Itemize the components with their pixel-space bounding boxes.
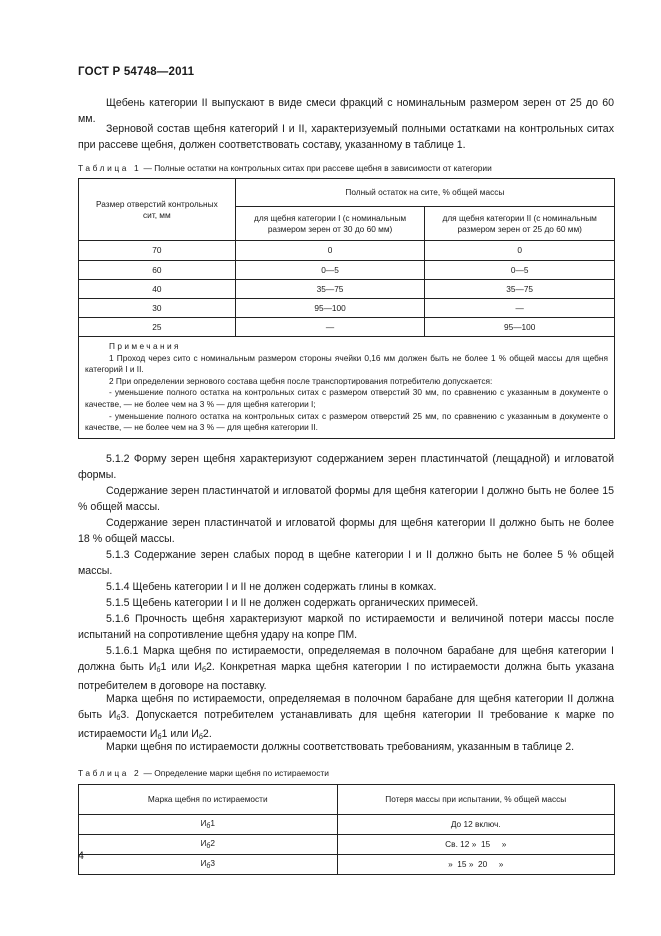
table1-col1-header: Размер отверстий контрольных сит, мм: [79, 179, 236, 241]
subscript-b: б: [206, 822, 211, 830]
subscript-b: б: [201, 666, 206, 674]
para-5-1-6-1-part-c: 2. Конкретная марка щебня категории I по истираемости должна быть указана потребителем в договоре на поставку.: [78, 660, 614, 692]
grade-letter: И: [200, 837, 207, 848]
table1: [78, 178, 615, 439]
subscript-b: б: [198, 733, 203, 741]
grade-letter: И: [200, 817, 207, 828]
grade-number: 3: [210, 857, 216, 868]
table2-grade-cell: [79, 855, 338, 875]
table1-caption: [78, 162, 492, 174]
para-5-1-2: 5.1.2 Форму зерен щебня характеризуют содержанием зерен пластинчатой (лещадной) и игловатой формы.: [78, 453, 614, 481]
table1-cell: 0: [235, 241, 425, 261]
subscript-b: б: [116, 714, 121, 722]
para-5-1-4: 5.1.4 Щебень категории I и II не должен содержать глины в комках.: [106, 581, 437, 593]
para-5-1-6-1-part-a: 5.1.6.1 Марка щебня по истираемости, определяемая в полочном барабане для щебня категории I должна быть И: [78, 645, 614, 673]
table-row: [79, 280, 615, 299]
intro-paragraph-2: Зерновой состав щебня категорий I и II, характеризуемый полными остатками на контрольных ситах при рассеве щебня, должен соответствовать составу, указанному в таблице 1.: [78, 123, 614, 151]
para-grade-ref: Марки щебня по истираемости должны соответствовать требованиям, указанным в таблице 2.: [106, 741, 575, 753]
grade-number: 1: [210, 817, 216, 828]
table1-sub2-header: для щебня категории II (с номинальным размером зерен от 25 до 60 мм): [425, 207, 615, 241]
table1-note: 1 Проход через сито с номинальным размером стороны ячейки 0,16 мм должен быть не более 1 % общей массы для щебня категорий I и II.: [85, 352, 608, 375]
table1-note: 2 При определении зернового состава щебня после транспортирования потребителю допускается:: [109, 375, 493, 386]
para-flaky-cat2: Содержание зерен пластинчатой и игловатой формы для щебня категории II должно быть не более 18 % общей массы.: [78, 517, 614, 545]
table1-note: - уменьшение полного остатка на контрольных ситах с размером отверстий 25 мм, по сравнению с указанным в документе о качестве, — не более чем на 3 % — для щебня категории II.: [85, 410, 608, 433]
table1-cell: 70: [79, 241, 236, 261]
table1-cell: 30: [79, 299, 236, 318]
table1-notes: [79, 337, 615, 439]
table2-loss-cell: » 15 » 20 »: [337, 855, 615, 875]
para-grade-cat2-part-b: 3. Допускается потребителем устанавливать для щебня категории II требование к марке по истираемости И: [78, 708, 614, 740]
table1-cell: 0—5: [235, 261, 425, 280]
para-grade-cat2-part-a: Марка щебня по истираемости, определяемая в полочном барабане для щебня категории II должна быть И: [78, 693, 614, 721]
table1-cell: —: [425, 299, 615, 318]
subscript-b: б: [157, 733, 162, 741]
intro-paragraph-1: Щебень категории II выпускают в виде смеси фракций с номинальным размером зерен от 25 до 60 мм.: [78, 97, 614, 125]
standard-header: ГОСТ Р 54748—2011: [78, 66, 195, 78]
para-5-1-3: 5.1.3 Содержание зерен слабых пород в щебне категории I и II должно быть не более 5 % общей массы.: [78, 549, 614, 577]
para-grade-cat2: [78, 692, 614, 745]
table1-cell: 40: [79, 280, 236, 299]
para-flaky-cat1: Содержание зерен пластинчатой и игловатой формы для щебня категории I должно быть не более 15 % общей массы.: [78, 485, 614, 513]
para-5-1-6-1-part-b: 1 или И: [160, 660, 202, 673]
table-row: [79, 855, 615, 875]
table1-cell: 0—5: [425, 261, 615, 280]
page-number: 4: [78, 850, 84, 862]
table2-loss-cell: До 12 включ.: [337, 815, 615, 835]
table1-cell: —: [235, 318, 425, 337]
grade-letter: И: [200, 857, 207, 868]
table1-notes-title: Примечания: [109, 341, 181, 351]
subscript-b: б: [206, 862, 211, 870]
table1-cell: 95—100: [235, 299, 425, 318]
table2-caption-label: Таблица 2: [78, 768, 142, 778]
table2-header-grade: Марка щебня по истираемости: [79, 785, 338, 815]
table1-cell: 35—75: [425, 280, 615, 299]
table-row: [79, 241, 615, 261]
table2-grade-cell: [79, 815, 338, 835]
table1-cell: 95—100: [425, 318, 615, 337]
para-5-1-5: 5.1.5 Щебень категории I и II не должен содержать органических примесей.: [106, 597, 479, 609]
table2: [78, 784, 615, 875]
table-row: [79, 815, 615, 835]
table2-header-loss: Потеря массы при испытании, % общей массы: [337, 785, 615, 815]
subscript-b: б: [206, 842, 211, 850]
table1-note: - уменьшение полного остатка на контрольных ситах с размером отверстий 30 мм, по сравнению с указанным в документе о качестве, — не более чем на 3 % — для щебня категории I;: [85, 387, 608, 409]
subscript-b: б: [156, 666, 161, 674]
table2-caption-text: — Определение марки щебня по истираемости: [141, 768, 329, 778]
table1-cell: 35—75: [235, 280, 425, 299]
table2-grade-cell: [79, 835, 338, 855]
para-5-1-6-1: [78, 644, 614, 694]
table1-caption-label: Таблица 1: [78, 163, 142, 173]
table2-caption: [78, 767, 329, 779]
table1-group-header: Полный остаток на сите, % общей массы: [235, 179, 614, 207]
grade-number: 2: [210, 837, 216, 848]
para-grade-cat2-part-d: 2.: [202, 727, 212, 740]
table-row: [79, 299, 615, 318]
para-5-1-6: 5.1.6 Прочность щебня характеризуют маркой по истираемости и величиной потери массы после испытаний на сопротивление щебня удару на копре ПМ.: [78, 613, 614, 641]
table1-caption-text: — Полные остатки на контрольных ситах при рассеве щебня в зависимости от категории: [141, 163, 492, 173]
table1-cell: 60: [79, 261, 236, 280]
table1-cell: 25: [79, 318, 236, 337]
table1-sub1-header: для щебня категории I (с номинальным размером зерен от 30 до 60 мм): [235, 207, 425, 241]
table1-cell: 0: [425, 241, 615, 261]
table-row: [79, 261, 615, 280]
table-row: [79, 318, 615, 337]
table-row: [79, 835, 615, 855]
para-grade-cat2-part-c: 1 или И: [161, 727, 199, 740]
table2-loss-cell: Св. 12 » 15 »: [337, 835, 615, 855]
